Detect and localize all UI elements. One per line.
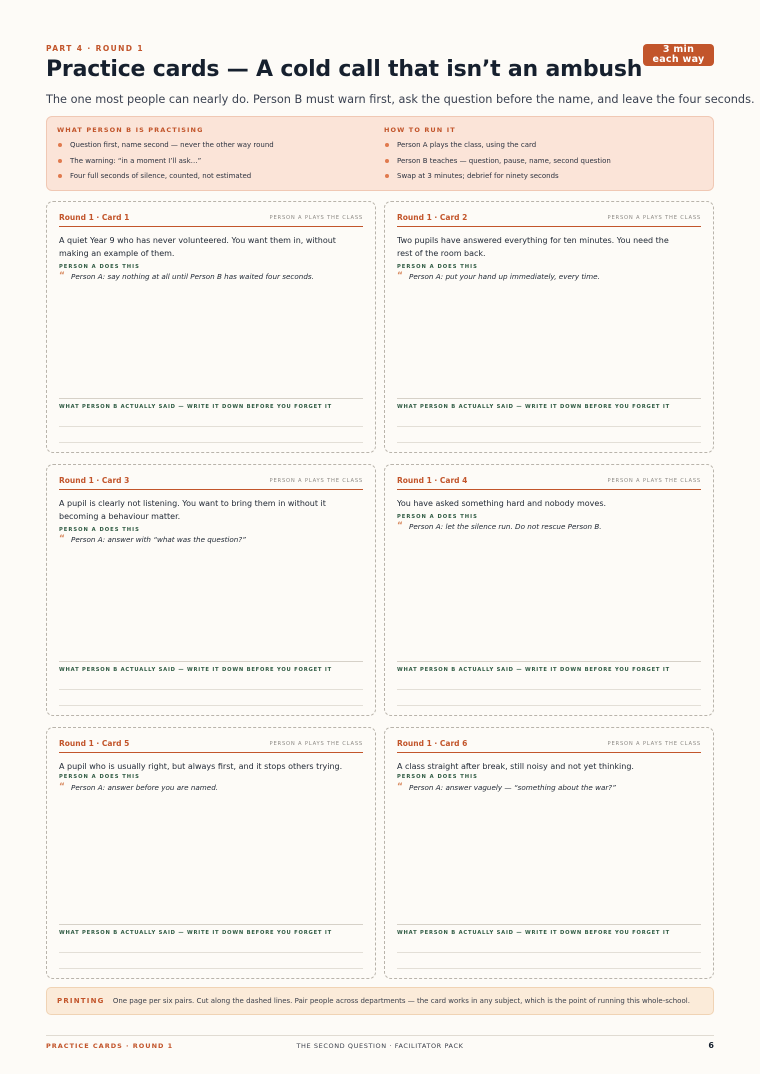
bullet-icon: [58, 174, 62, 178]
bullet-icon: [58, 143, 62, 147]
practising-item: [57, 155, 274, 171]
write-line: [59, 968, 363, 969]
practice-card-5: [46, 727, 376, 979]
card-notes-heading: WHAT PERSON B ACTUALLY SAID — WRITE IT DOWN BEFORE YOU FORGET IT: [59, 930, 332, 936]
printing-tag: PRINTING: [57, 997, 105, 1005]
card-doer-heading: PERSON A DOES THIS: [397, 264, 478, 270]
card-doer-heading: PERSON A DOES THIS: [59, 527, 140, 533]
practising-item-text: The warning: “in a moment I’ll ask…”: [70, 156, 202, 165]
time-badge: [643, 44, 714, 66]
card-scenario: A class straight after break, still noisy and not yet thinking.: [397, 762, 634, 771]
card-notes-area: [59, 924, 363, 936]
card-header: [397, 737, 701, 753]
practising-heading: WHAT PERSON B IS PRACTISING: [57, 126, 204, 134]
time-badge-line2: each way: [652, 54, 705, 65]
write-line: [397, 689, 701, 690]
card-header: [397, 474, 701, 490]
card-doer-heading: PERSON A DOES THIS: [59, 774, 140, 780]
card-action-text: Person A: answer vaguely — “something about the war?”: [409, 783, 616, 792]
card-label: Round 1 · Card 3: [59, 476, 130, 485]
card-label: Round 1 · Card 2: [397, 213, 468, 222]
page-subtitle: The one most people can nearly do. Person B must warn first, ask the question before the name, and leave the four seconds.: [46, 93, 755, 106]
card-action-text: Person A: put your hand up immediately, every time.: [409, 272, 600, 281]
practice-card-4: [384, 464, 714, 716]
run-item: [384, 170, 611, 186]
page-title: Practice cards — A cold call that isn’t an ambush: [46, 57, 643, 82]
card-role: PERSON A PLAYS THE CLASS: [269, 741, 363, 747]
bullet-icon: [58, 159, 62, 163]
info-panel: [46, 116, 714, 191]
practising-item-text: Question first, name second — never the other way round: [70, 141, 274, 149]
write-line: [397, 442, 701, 443]
card-action: [59, 535, 363, 544]
section-eyebrow: PART 4 · ROUND 1: [46, 44, 145, 53]
run-column: [384, 126, 611, 186]
card-action-text: Person A: let the silence run. Do not rescue Person B.: [409, 522, 602, 531]
card-scenario: A quiet Year 9 who has never volunteered. You want them in, without making an example of them.: [59, 236, 336, 258]
practice-card-2: [384, 201, 714, 453]
card-scenario: You have asked something hard and nobody moves.: [397, 499, 607, 508]
quote-mark-icon: “: [59, 534, 65, 544]
run-item-text: Swap at 3 minutes; debrief for ninety seconds: [397, 172, 559, 180]
footer-divider: [46, 1035, 714, 1036]
run-item-text: Person A plays the class, using the card: [397, 141, 537, 149]
card-role: PERSON A PLAYS THE CLASS: [607, 741, 701, 747]
card-action-text: Person A: answer before you are named.: [71, 783, 219, 792]
write-line: [59, 442, 363, 443]
card-notes-heading: WHAT PERSON B ACTUALLY SAID — WRITE IT DOWN BEFORE YOU FORGET IT: [59, 667, 332, 673]
card-notes-heading: WHAT PERSON B ACTUALLY SAID — WRITE IT DOWN BEFORE YOU FORGET IT: [59, 404, 332, 410]
run-item: [384, 139, 611, 155]
card-role: PERSON A PLAYS THE CLASS: [269, 215, 363, 221]
practice-card-1: [46, 201, 376, 453]
printing-note: [46, 987, 714, 1015]
card-doer-heading: PERSON A DOES THIS: [397, 774, 478, 780]
card-action: [397, 272, 701, 281]
bullet-icon: [385, 159, 389, 163]
card-notes-area: [59, 661, 363, 673]
card-notes-area: [59, 398, 363, 410]
card-header: [59, 737, 363, 753]
practising-item: [57, 139, 274, 155]
practice-card-6: [384, 727, 714, 979]
write-line: [397, 952, 701, 953]
card-scenario: Two pupils have answered everything for ten minutes. You need the rest of the room back.: [397, 236, 669, 258]
write-line: [59, 689, 363, 690]
card-label: Round 1 · Card 4: [397, 476, 468, 485]
card-label: Round 1 · Card 6: [397, 739, 468, 748]
card-action: [397, 522, 701, 531]
practising-item: [57, 170, 274, 186]
card-action-text: Person A: answer with “what was the question?”: [71, 535, 246, 544]
card-scenario: A pupil is clearly not listening. You want to bring them in without it becoming a behaviour matter.: [59, 499, 326, 521]
card-scenario: A pupil who is usually right, but always first, and it stops others trying.: [59, 762, 343, 771]
run-item-text: Person B teaches — question, pause, name, second question: [397, 156, 611, 165]
card-header: [59, 474, 363, 490]
card-notes-area: [397, 924, 701, 936]
card-action-text: Person A: say nothing at all until Person B has waited four seconds.: [71, 272, 314, 281]
quote-mark-icon: “: [59, 782, 65, 792]
quote-mark-icon: “: [397, 271, 403, 281]
card-notes-heading: WHAT PERSON B ACTUALLY SAID — WRITE IT DOWN BEFORE YOU FORGET IT: [397, 667, 670, 673]
practice-card-3: [46, 464, 376, 716]
card-role: PERSON A PLAYS THE CLASS: [607, 215, 701, 221]
bullet-icon: [385, 143, 389, 147]
card-label: Round 1 · Card 1: [59, 213, 130, 222]
card-label: Round 1 · Card 5: [59, 739, 130, 748]
time-badge-line1: 3 min: [662, 43, 695, 55]
quote-mark-icon: “: [397, 782, 403, 792]
bullet-icon: [385, 174, 389, 178]
footer-publication: THE SECOND QUESTION · FACILITATOR PACK: [296, 1042, 464, 1050]
write-line: [59, 426, 363, 427]
run-item: [384, 155, 611, 171]
practising-column: [57, 126, 274, 186]
write-line: [397, 968, 701, 969]
card-doer-heading: PERSON A DOES THIS: [59, 264, 140, 270]
practising-item-text: Four full seconds of silence, counted, not estimated: [70, 172, 252, 180]
card-notes-heading: WHAT PERSON B ACTUALLY SAID — WRITE IT DOWN BEFORE YOU FORGET IT: [397, 404, 670, 410]
card-header: [397, 211, 701, 227]
quote-mark-icon: “: [397, 521, 403, 531]
write-line: [397, 705, 701, 706]
card-notes-area: [397, 661, 701, 673]
page-number: 6: [708, 1041, 714, 1050]
card-role: PERSON A PLAYS THE CLASS: [269, 478, 363, 484]
run-heading: HOW TO RUN IT: [384, 126, 456, 134]
write-line: [397, 426, 701, 427]
footer-section-label: PRACTICE CARDS · ROUND 1: [46, 1042, 174, 1050]
card-action: [59, 783, 363, 792]
printing-text: One page per six pairs. Cut along the dashed lines. Pair people across departments — the card works in any subject, which is the point of running this whole-school.: [112, 997, 690, 1005]
card-notes-area: [397, 398, 701, 410]
card-role: PERSON A PLAYS THE CLASS: [607, 478, 701, 484]
quote-mark-icon: “: [59, 271, 65, 281]
card-action: [59, 272, 363, 281]
write-line: [59, 705, 363, 706]
card-doer-heading: PERSON A DOES THIS: [397, 514, 478, 520]
write-line: [59, 952, 363, 953]
card-header: [59, 211, 363, 227]
card-notes-heading: WHAT PERSON B ACTUALLY SAID — WRITE IT DOWN BEFORE YOU FORGET IT: [397, 930, 670, 936]
card-action: [397, 783, 701, 792]
